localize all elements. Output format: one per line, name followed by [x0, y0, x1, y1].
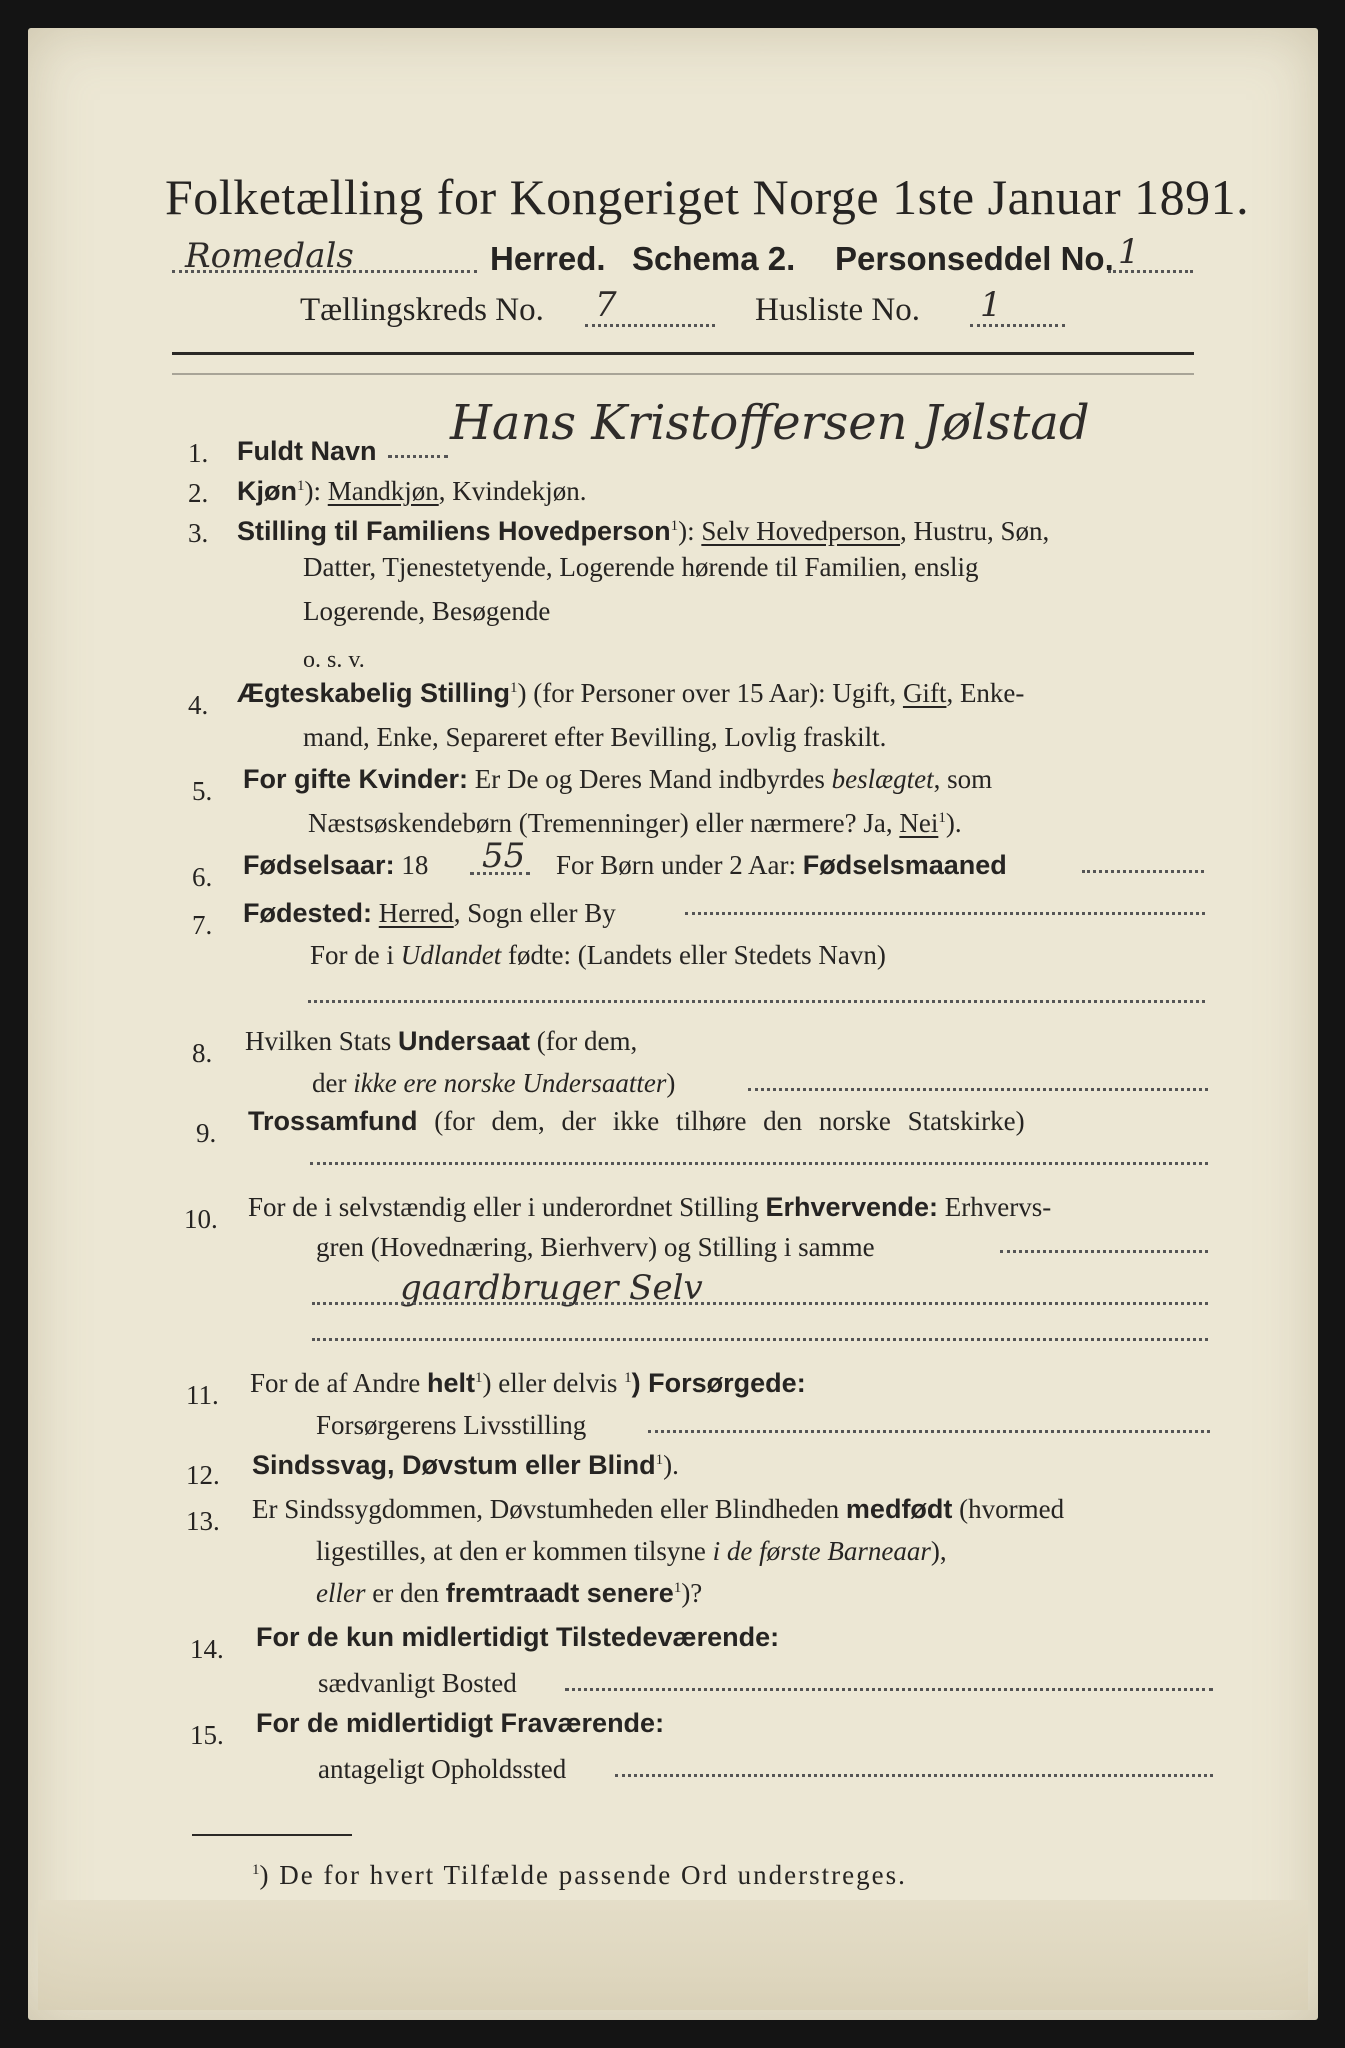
citizenship-line2 — [312, 1070, 675, 1097]
item-label: Stilling til Familiens Hovedperson — [237, 516, 671, 546]
item-label: For de midlertidigt Fraværende: — [256, 1708, 665, 1738]
item-number: 2. — [188, 478, 209, 508]
item-number: 12. — [186, 1460, 220, 1490]
married-women-row — [243, 766, 992, 793]
herred-value: Romedals — [185, 236, 354, 276]
congenital-line3 — [316, 1580, 702, 1607]
position-options-line3: Logerende, Besøgende — [303, 596, 551, 626]
dotted-line — [172, 270, 477, 273]
dotted-line — [388, 455, 448, 458]
footnote-mark: 1 — [655, 1452, 664, 1468]
item-number: 7. — [192, 910, 213, 940]
dotted-line — [312, 1338, 1208, 1341]
marital-options-rest: , Enke- — [946, 678, 1025, 708]
congenital-line2 — [316, 1538, 947, 1565]
dotted-line — [470, 872, 530, 875]
item-label: For de kun midlertidigt Tilstedeværende: — [256, 1622, 780, 1652]
congenital-text: Er Sindssygdommen, Døvstumheden eller Blindheden — [252, 1494, 846, 1524]
footnote-mark: 1 — [510, 680, 518, 696]
birth-month-label: Fødselsmaaned — [802, 850, 1007, 880]
footnote — [252, 1860, 907, 1891]
position-option-selected: Selv Hovedperson — [701, 516, 901, 546]
footnote-mark: 1 — [474, 1370, 483, 1386]
question-text-end: , som — [933, 764, 993, 794]
item-number: 4. — [188, 690, 209, 720]
dotted-line — [312, 1302, 1208, 1305]
item-number: 10. — [184, 1204, 218, 1234]
gender-options-rest: , Kvindekjøn. — [438, 476, 587, 506]
dotted-line — [585, 324, 715, 327]
residence-line2: sædvanligt Bosted — [318, 1668, 517, 1698]
congenital-line2-end: ), — [930, 1536, 947, 1566]
separator: ): — [304, 476, 328, 506]
item-number: 15. — [190, 1720, 224, 1750]
herred-label: Herred. — [490, 240, 606, 277]
religion-text: (for dem, der ikke tilhøre den norske Statskirke) — [417, 1106, 1025, 1136]
personseddel-value: 1 — [1118, 232, 1140, 272]
item-label: Kjøn — [237, 476, 297, 506]
disability-row — [252, 1452, 679, 1479]
birth-year-row — [243, 852, 428, 879]
question-line2-end: ). — [945, 808, 962, 838]
position-row — [237, 518, 1049, 545]
header-rule-faint — [172, 373, 1194, 375]
question-emphasis: beslægtet — [831, 764, 934, 794]
footnote-mark: 1 — [938, 810, 946, 826]
supported-line2: Forsørgerens Livsstilling — [316, 1410, 587, 1440]
item-label: Fødselsaar: — [243, 850, 395, 880]
marital-options-line2: mand, Enke, Separeret efter Bevilling, Lovlig fraskilt. — [303, 722, 887, 752]
birth-year-value: 55 — [482, 836, 526, 876]
dotted-line — [748, 1088, 1208, 1091]
kreds-label: Tællingskreds No. — [300, 292, 544, 328]
religion-row — [248, 1108, 1025, 1135]
occupation-line2: gren (Hovednæring, Bierhverv) og Stilling i samme — [316, 1232, 875, 1262]
occupation-value: gaardbruger Selv — [400, 1268, 703, 1308]
dotted-line — [648, 1430, 1210, 1433]
gender-row — [237, 478, 587, 505]
gender-option-selected: Mandkjøn — [327, 476, 439, 506]
item-number: 3. — [188, 518, 209, 548]
item-number: 14. — [190, 1634, 224, 1664]
occupation-row — [248, 1194, 1051, 1221]
marital-option-selected: Gift — [902, 678, 947, 708]
item-label: Fuldt Navn — [237, 436, 377, 466]
supported-option: helt — [426, 1368, 475, 1398]
birth-month-row — [556, 852, 1007, 879]
supported-row — [250, 1370, 806, 1397]
congenital-line3-text: er den — [365, 1578, 446, 1608]
kreds-value: 7 — [595, 285, 617, 325]
item-label: Undersaat — [398, 1026, 531, 1056]
question-text: Er De og Deres Mand indbyrdes — [468, 764, 832, 794]
marital-row — [237, 680, 1024, 707]
full-name-value: Hans Kristoffersen Jølstad — [450, 395, 1090, 451]
question-line2: Næstsøskendebørn (Tremenninger) eller nærmere? Ja, — [308, 808, 900, 838]
item-number: 11. — [186, 1380, 219, 1410]
dotted-line — [1108, 270, 1193, 273]
abroad-emphasis: Udlandet — [400, 940, 502, 970]
occupation-text: For de i selvstændig eller i underordnet Stilling — [248, 1192, 766, 1222]
congenital-row — [252, 1496, 1064, 1523]
citizenship-row — [245, 1028, 637, 1055]
married-women-line2 — [308, 810, 962, 837]
position-options-line4: o. s. v. — [303, 647, 365, 673]
personseddel-label: Personseddel No. — [835, 240, 1114, 277]
schema-label: Schema 2. — [632, 240, 796, 277]
disability-text-end: ). — [663, 1450, 679, 1480]
birthplace-row — [243, 900, 616, 927]
birth-month-text: For Børn under 2 Aar: — [556, 850, 803, 880]
citizenship-text: Hvilken Stats — [245, 1026, 398, 1056]
item-label: For gifte Kvinder: — [243, 764, 469, 794]
dotted-line — [1082, 870, 1204, 873]
birthplace-option-selected: Herred — [378, 898, 454, 928]
dotted-line — [685, 912, 1205, 915]
dotted-line — [615, 1774, 1213, 1777]
footnote-mark: 1 — [252, 1862, 260, 1878]
footnote-rule — [192, 1834, 352, 1836]
separator: ): — [678, 516, 702, 546]
item-number: 5. — [192, 776, 213, 806]
item-label: ) Forsørgede: — [631, 1368, 806, 1398]
whereabouts-line2: antageligt Opholdssted — [318, 1754, 567, 1784]
supported-text-mid: ) eller delvis — [482, 1368, 625, 1398]
position-options-rest: , Hustru, Søn, — [900, 516, 1050, 546]
dotted-line — [308, 1000, 1205, 1003]
citizenship-emphasis: ikke ere norske Undersaatter — [353, 1068, 667, 1098]
congenital-later-label: fremtraadt senere — [445, 1578, 674, 1608]
citizenship-line2-text: der — [312, 1068, 354, 1098]
footnote-mark: 1 — [297, 478, 305, 494]
dotted-line — [970, 324, 1065, 327]
position-options-line2: Datter, Tjenestetyende, Logerende hørende til Familien, enslig — [303, 552, 979, 582]
item-number: 1. — [188, 438, 209, 468]
abroad-text-end: fødte: (Landets eller Stedets Navn) — [501, 940, 886, 970]
item-number: 8. — [192, 1038, 213, 1068]
husliste-value: 1 — [980, 285, 1002, 325]
worn-edge — [38, 1900, 1308, 2010]
item-label: medfødt — [845, 1494, 953, 1524]
item-label: Erhvervende: — [765, 1192, 939, 1222]
item-label: Ægteskabelig Stilling — [237, 678, 511, 708]
footnote-mark: 1 — [624, 1370, 632, 1386]
item-number: 9. — [196, 1118, 217, 1148]
birth-year-prefix: 18 — [394, 850, 429, 880]
occupation-text-end: Erhvervs- — [938, 1192, 1052, 1222]
footnote-mark: 1 — [670, 518, 679, 534]
congenital-emphasis: i de første Barneaar — [712, 1536, 931, 1566]
citizenship-text-end: (for dem, — [530, 1026, 638, 1056]
congenital-line2-text: ligestilles, at den er kommen tilsyne — [316, 1536, 713, 1566]
birthplace-options: , Sogn eller By — [453, 898, 616, 928]
dotted-line — [1000, 1250, 1208, 1253]
dotted-line — [565, 1688, 1213, 1691]
birthplace-line2 — [310, 942, 886, 969]
item-label: Sindssvag, Døvstum eller Blind — [252, 1450, 656, 1480]
marital-options: ) (for Personer over 15 Aar): Ugift, — [517, 678, 903, 708]
congenital-line3-emphasis: eller — [316, 1578, 366, 1608]
husliste-label: Husliste No. — [755, 292, 920, 328]
footnote-mark: 1 — [673, 1580, 682, 1596]
supported-text: For de af Andre — [250, 1368, 427, 1398]
abroad-text: For de i — [310, 940, 401, 970]
congenital-text-end: (hvormed — [952, 1494, 1065, 1524]
header-rule — [172, 352, 1194, 355]
item-label: Trossamfund — [248, 1106, 418, 1136]
footnote-text: ) De for hvert Tilfælde passende Ord understreges. — [259, 1860, 907, 1890]
form-title: Folketælling for Kongeriget Norge 1ste Januar 1891. — [165, 169, 1250, 225]
item-number: 6. — [192, 862, 213, 892]
answer-option-selected: Nei — [899, 808, 939, 838]
item-number: 13. — [186, 1506, 220, 1536]
congenital-line3-end: )? — [681, 1578, 703, 1608]
dotted-line — [310, 1162, 1208, 1165]
item-label: Fødested: — [243, 898, 373, 928]
citizenship-line2-end: ) — [666, 1068, 676, 1098]
